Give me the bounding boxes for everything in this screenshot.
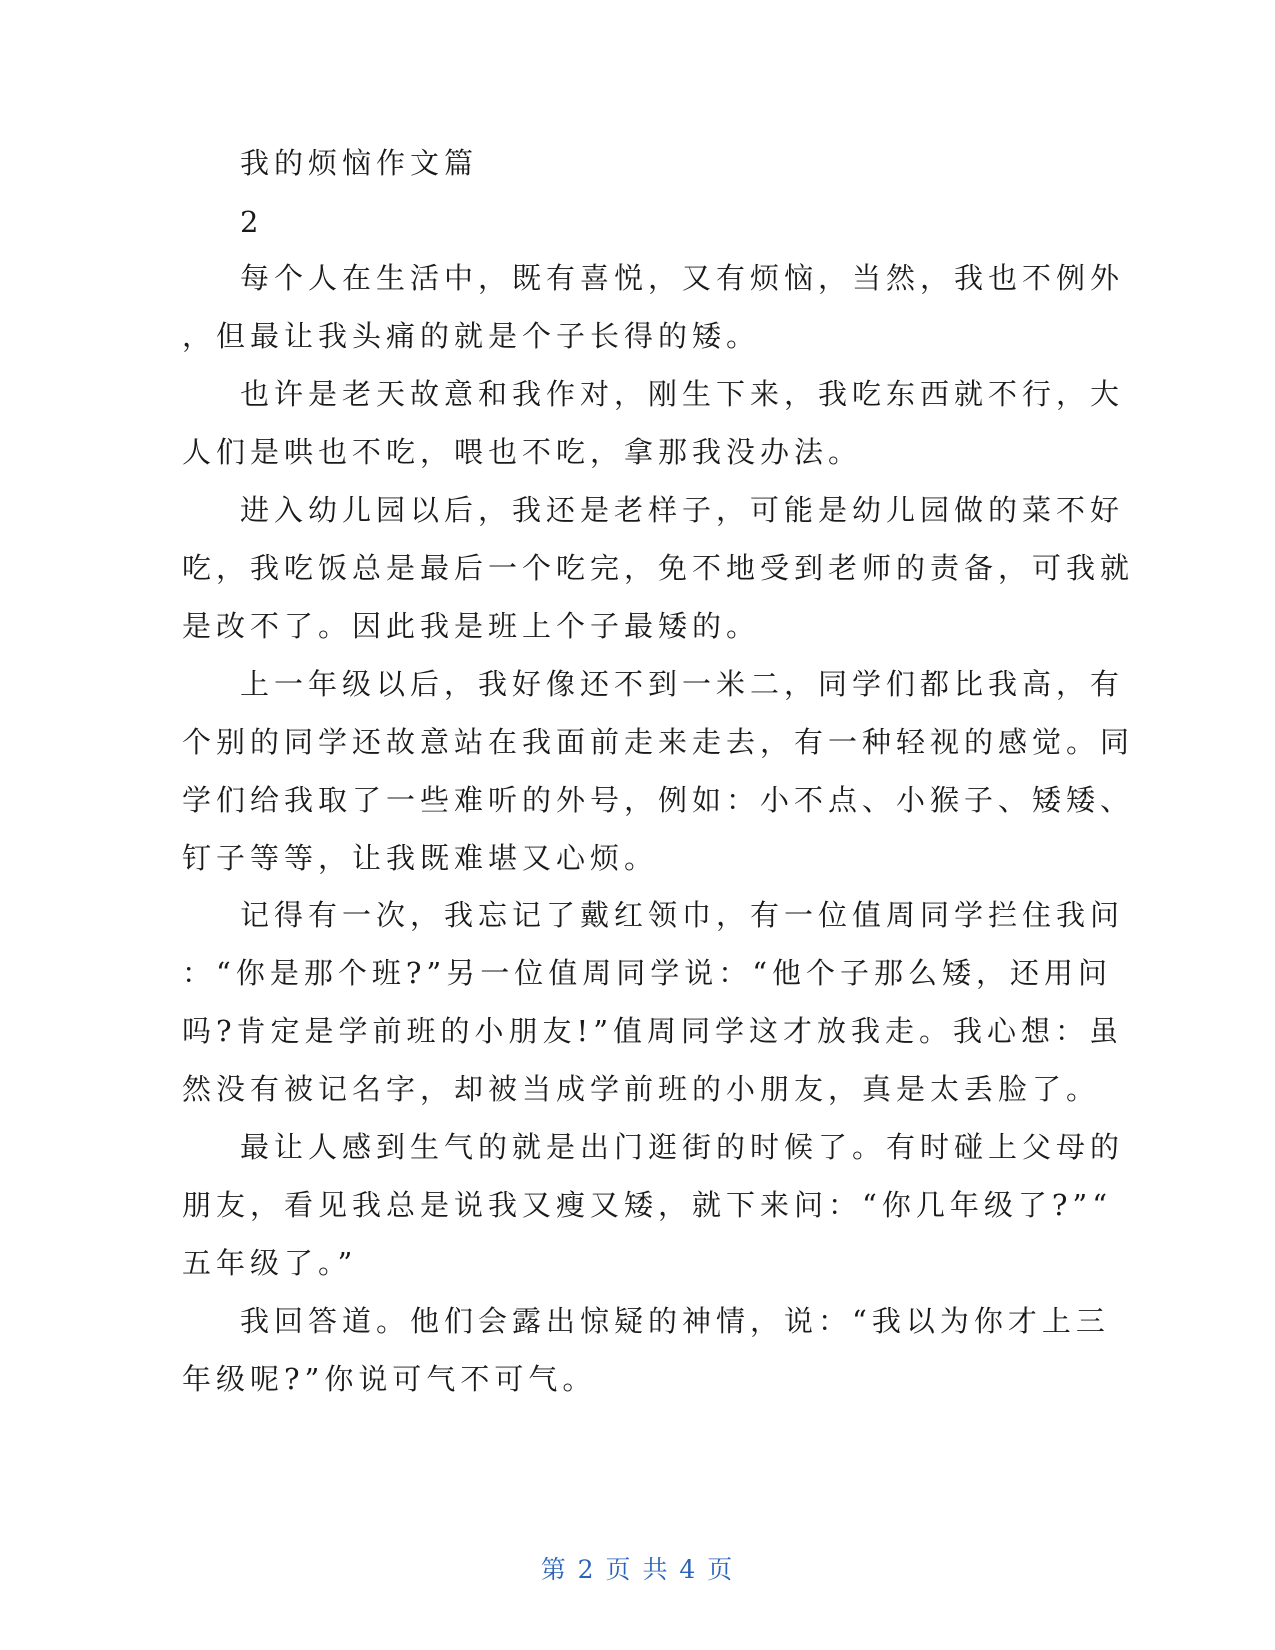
text-line: 进入幼儿园以后，我还是老样子，可能是幼儿园做的菜不好 xyxy=(240,493,1125,527)
text-line: 我回答道。他们会露出惊疑的神情，说：“我以为你才上三 xyxy=(240,1304,1110,1338)
text-line: 人们是哄也不吃，喂也不吃，拿那我没办法。 xyxy=(182,435,863,469)
text-line: 然没有被记名字，却被当成学前班的小朋友，真是太丢脸了。 xyxy=(182,1072,1101,1106)
text-line: 钉子等等，让我既难堪又心烦。 xyxy=(182,841,659,875)
text-line: 最让人感到生气的就是出门逛街的时候了。有时碰上父母的 xyxy=(240,1130,1125,1164)
text-line: 记得有一次，我忘记了戴红领巾，有一位值周同学拦住我问 xyxy=(240,898,1125,932)
text-line: 吗?肯定是学前班的小朋友!”值周同学这才放我走。我心想：虽 xyxy=(182,1014,1124,1048)
text-line: ，但最让我头痛的就是个子长得的矮。 xyxy=(182,319,761,353)
text-line: 也许是老天故意和我作对，刚生下来，我吃东西就不行，大 xyxy=(240,377,1125,411)
doc-title-line-1: 我的烦恼作文篇 xyxy=(240,146,479,180)
text-line: 上一年级以后，我好像还不到一米二，同学们都比我高，有 xyxy=(240,667,1125,701)
text-line: 朋友，看见我总是说我又瘦又矮，就下来问：“你几年级了?”“ xyxy=(182,1188,1113,1222)
page-number-footer: 第 2 页 共 4 页 xyxy=(540,1555,735,1584)
text-line: 吃，我吃饭总是最后一个吃完，免不地受到老师的责备，可我就 xyxy=(182,551,1135,585)
text-line: ：“你是那个班?”另一位值周同学说：“他个子那么矮，还用问 xyxy=(182,956,1113,990)
doc-title-line-2: 2 xyxy=(240,205,264,239)
text-line: 个别的同学还故意站在我面前走来走去，有一种轻视的感觉。同 xyxy=(182,725,1135,759)
text-line: 年级呢?”你说可气不可气。 xyxy=(182,1362,597,1396)
text-line: 是改不了。因此我是班上个子最矮的。 xyxy=(182,609,761,643)
text-line: 每个人在生活中，既有喜悦，又有烦恼，当然，我也不例外 xyxy=(240,261,1125,295)
text-line: 学们给我取了一些难听的外号，例如：小不点、小猴子、矮矮、 xyxy=(182,783,1135,817)
text-line: 五年级了。” xyxy=(182,1246,358,1280)
